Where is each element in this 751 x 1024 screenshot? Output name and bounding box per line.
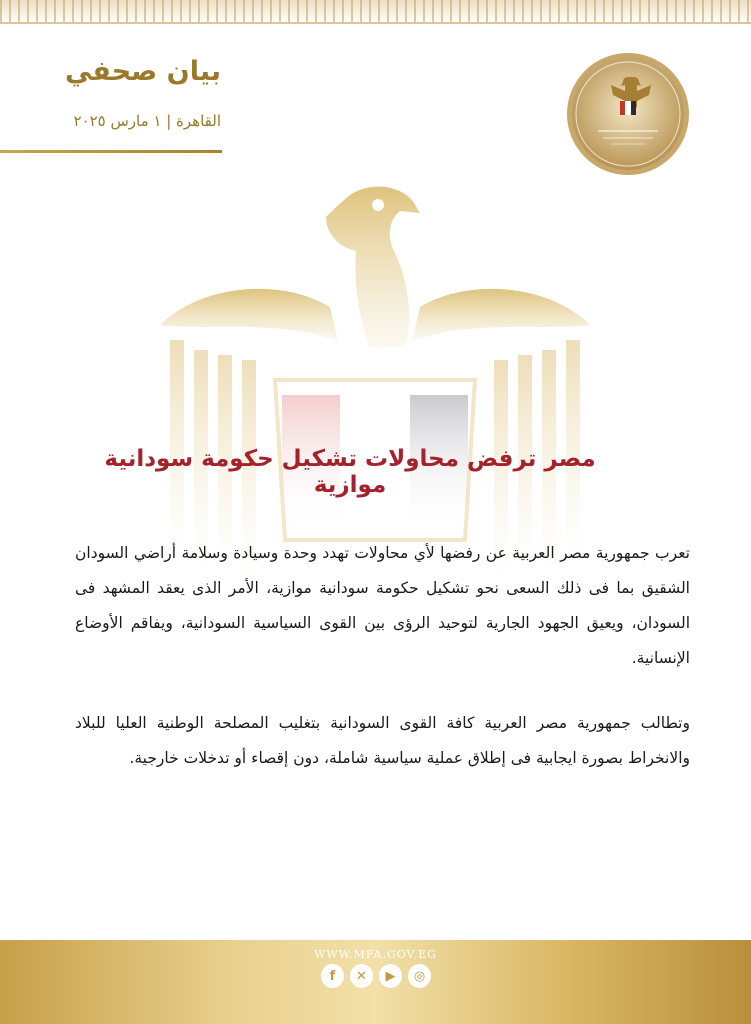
header-rule <box>0 150 222 153</box>
facebook-icon[interactable]: f <box>321 964 344 988</box>
x-icon[interactable]: ✕ <box>350 964 373 988</box>
body-paragraph-1: تعرب جمهورية مصر العربية عن رفضها لأي محاولات تهدد وحدة وسيادة وسلامة أراضي السودان الشقيق بما فى ذلك السعى نحو تشكيل حكومة سودانية موازية، الأمر الذى يعقد المشهد فى السودان، ويعيق الجهود الجارية لتوحيد الرؤى بين القوى السياسية السودانية، ويفاقم الأوضاع الإنسانية. <box>75 544 690 667</box>
instagram-icon[interactable]: ◎ <box>408 964 431 988</box>
social-links <box>321 964 431 990</box>
youtube-icon[interactable]: ▶ <box>379 964 402 988</box>
eagle-watermark <box>150 175 600 575</box>
dateline: القاهرة | ١ مارس ٢٠٢٥ <box>73 112 221 130</box>
decorative-top-border <box>0 0 751 22</box>
page-title: بيان صحفي <box>64 56 221 87</box>
body-paragraph-2: وتطالب جمهورية مصر العربية كافة القوى السودانية بتغليب المصلحة الوطنية العليا للبلاد والانخراط بصورة ايجابية فى إطلاق عملية سياسية شاملة، دون إقصاء أو تدخلات خارجية. <box>75 714 690 767</box>
website-link[interactable]: WWW.MFA.GOV.EG <box>314 948 437 961</box>
top-border-line <box>0 22 751 24</box>
ministry-seal-logo <box>565 51 691 177</box>
headline: مصر ترفض محاولات تشكيل حكومة سودانية موازية <box>104 446 596 498</box>
